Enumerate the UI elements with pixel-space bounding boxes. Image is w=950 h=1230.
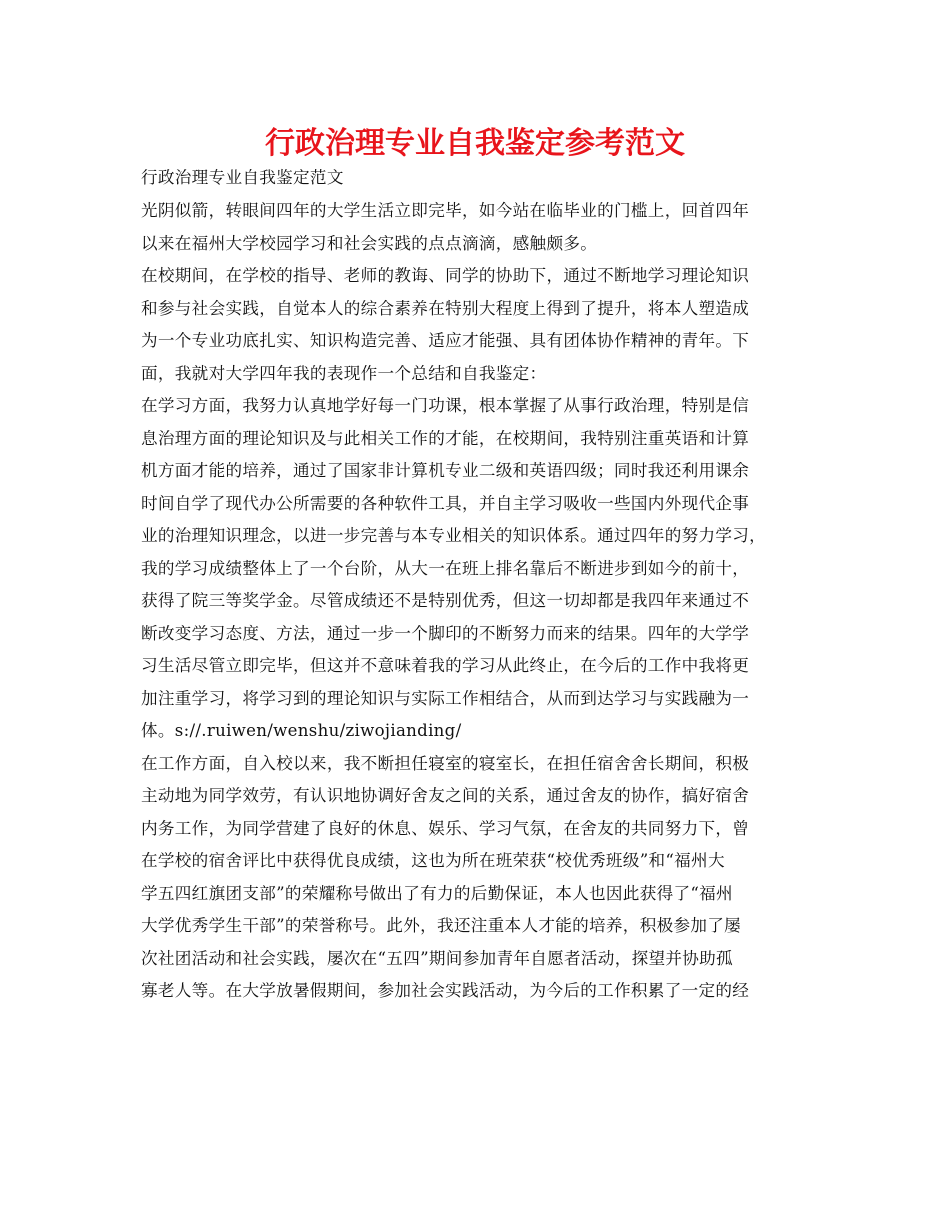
text-line: 次社团活动和社会实践，屡次在“五四”期间参加青年自愿者活动，探望并协助孤 [141, 948, 733, 968]
text-line: 体。s://.ruiwen/wenshu/ziwojianding/ [141, 721, 462, 740]
text-line: 在工作方面，自入校以来，我不断担任寝室的寝室长，在担任宿舍舍长期间，积极 [141, 753, 750, 773]
text-line: 在学习方面，我努力认真地学好每一门功课，根本掌握了从事行政治理，特别是信 [141, 396, 750, 415]
text-line: 为一个专业功底扎实、知识构造完善、适应才能强、具有团体协作精神的青年。下 [141, 331, 750, 350]
text-line: 学五四红旗团支部”的荣耀称号做出了有力的后勤保证，本人也因此获得了“福州 [141, 883, 733, 903]
document-subtitle: 行政治理专业自我鉴定范文 [141, 168, 344, 187]
text-line: 业的治理知识理念，以进一步完善与本专业相关的知识体系。通过四年的努力学习， [141, 526, 767, 545]
text-line: 在学校的宿舍评比中获得优良成绩，这也为所在班荣获“校优秀班级”和“福州大 [141, 851, 725, 870]
text-line: 机方面才能的培养，通过了国家非计算机专业二级和英语四级；同时我还利用课余 [141, 461, 750, 480]
text-line: 我的学习成绩整体上了一个台阶，从大一在班上排名靠后不断进步到如今的前十， [141, 558, 750, 578]
text-line: 以来在福州大学校园学习和社会实践的点点滴滴，感触颇多。 [141, 233, 598, 253]
document-title: 行政治理专业自我鉴定参考范文 [265, 126, 685, 161]
text-line: 获得了院三等奖学金。尽管成绩还不是特别优秀，但这一切却都是我四年来通过不 [141, 591, 750, 610]
text-line: 面，我就对大学四年我的表现作一个总结和自我鉴定： [141, 363, 547, 383]
text-line: 大学优秀学生干部”的荣誉称号。此外，我还注重本人才能的培养，积极参加了屡 [141, 916, 742, 935]
text-line: 断改变学习态度、方法，通过一步一个脚印的不断努力而来的结果。四年的大学学 [141, 623, 750, 643]
text-line: 息治理方面的理论知识及与此相关工作的才能，在校期间，我特别注重英语和计算 [141, 428, 750, 448]
text-line: 加注重学习，将学习到的理论知识与实际工作相结合，从而到达学习与实践融为一 [141, 688, 750, 708]
text-line: 时间自学了现代办公所需要的各种软件工具，并自主学习吸收一些国内外现代企事 [141, 493, 750, 513]
text-line: 内务工作，为同学营建了良好的休息、娱乐、学习气氛，在舍友的共同努力下，曾 [141, 818, 750, 838]
text-line: 主动地为同学效劳，有认识地协调好舍友之间的关系，通过舍友的协作，搞好宿舍 [141, 786, 750, 805]
text-line: 在校期间，在学校的指导、老师的教诲、同学的协助下，通过不断地学习理论知识 [141, 266, 750, 285]
text-line: 寡老人等。在大学放暑假期间，参加社会实践活动，为今后的工作积累了一定的经 [141, 981, 750, 1000]
text-line: 和参与社会实践，自觉本人的综合素养在特别大程度上得到了提升，将本人塑造成 [141, 298, 750, 318]
text-line: 光阴似箭，转眼间四年的大学生活立即完毕，如今站在临毕业的门槛上，回首四年 [141, 201, 750, 220]
text-line: 习生活尽管立即完毕，但这并不意味着我的学习从此终止，在今后的工作中我将更 [141, 656, 750, 675]
document-body [141, 161, 821, 1008]
